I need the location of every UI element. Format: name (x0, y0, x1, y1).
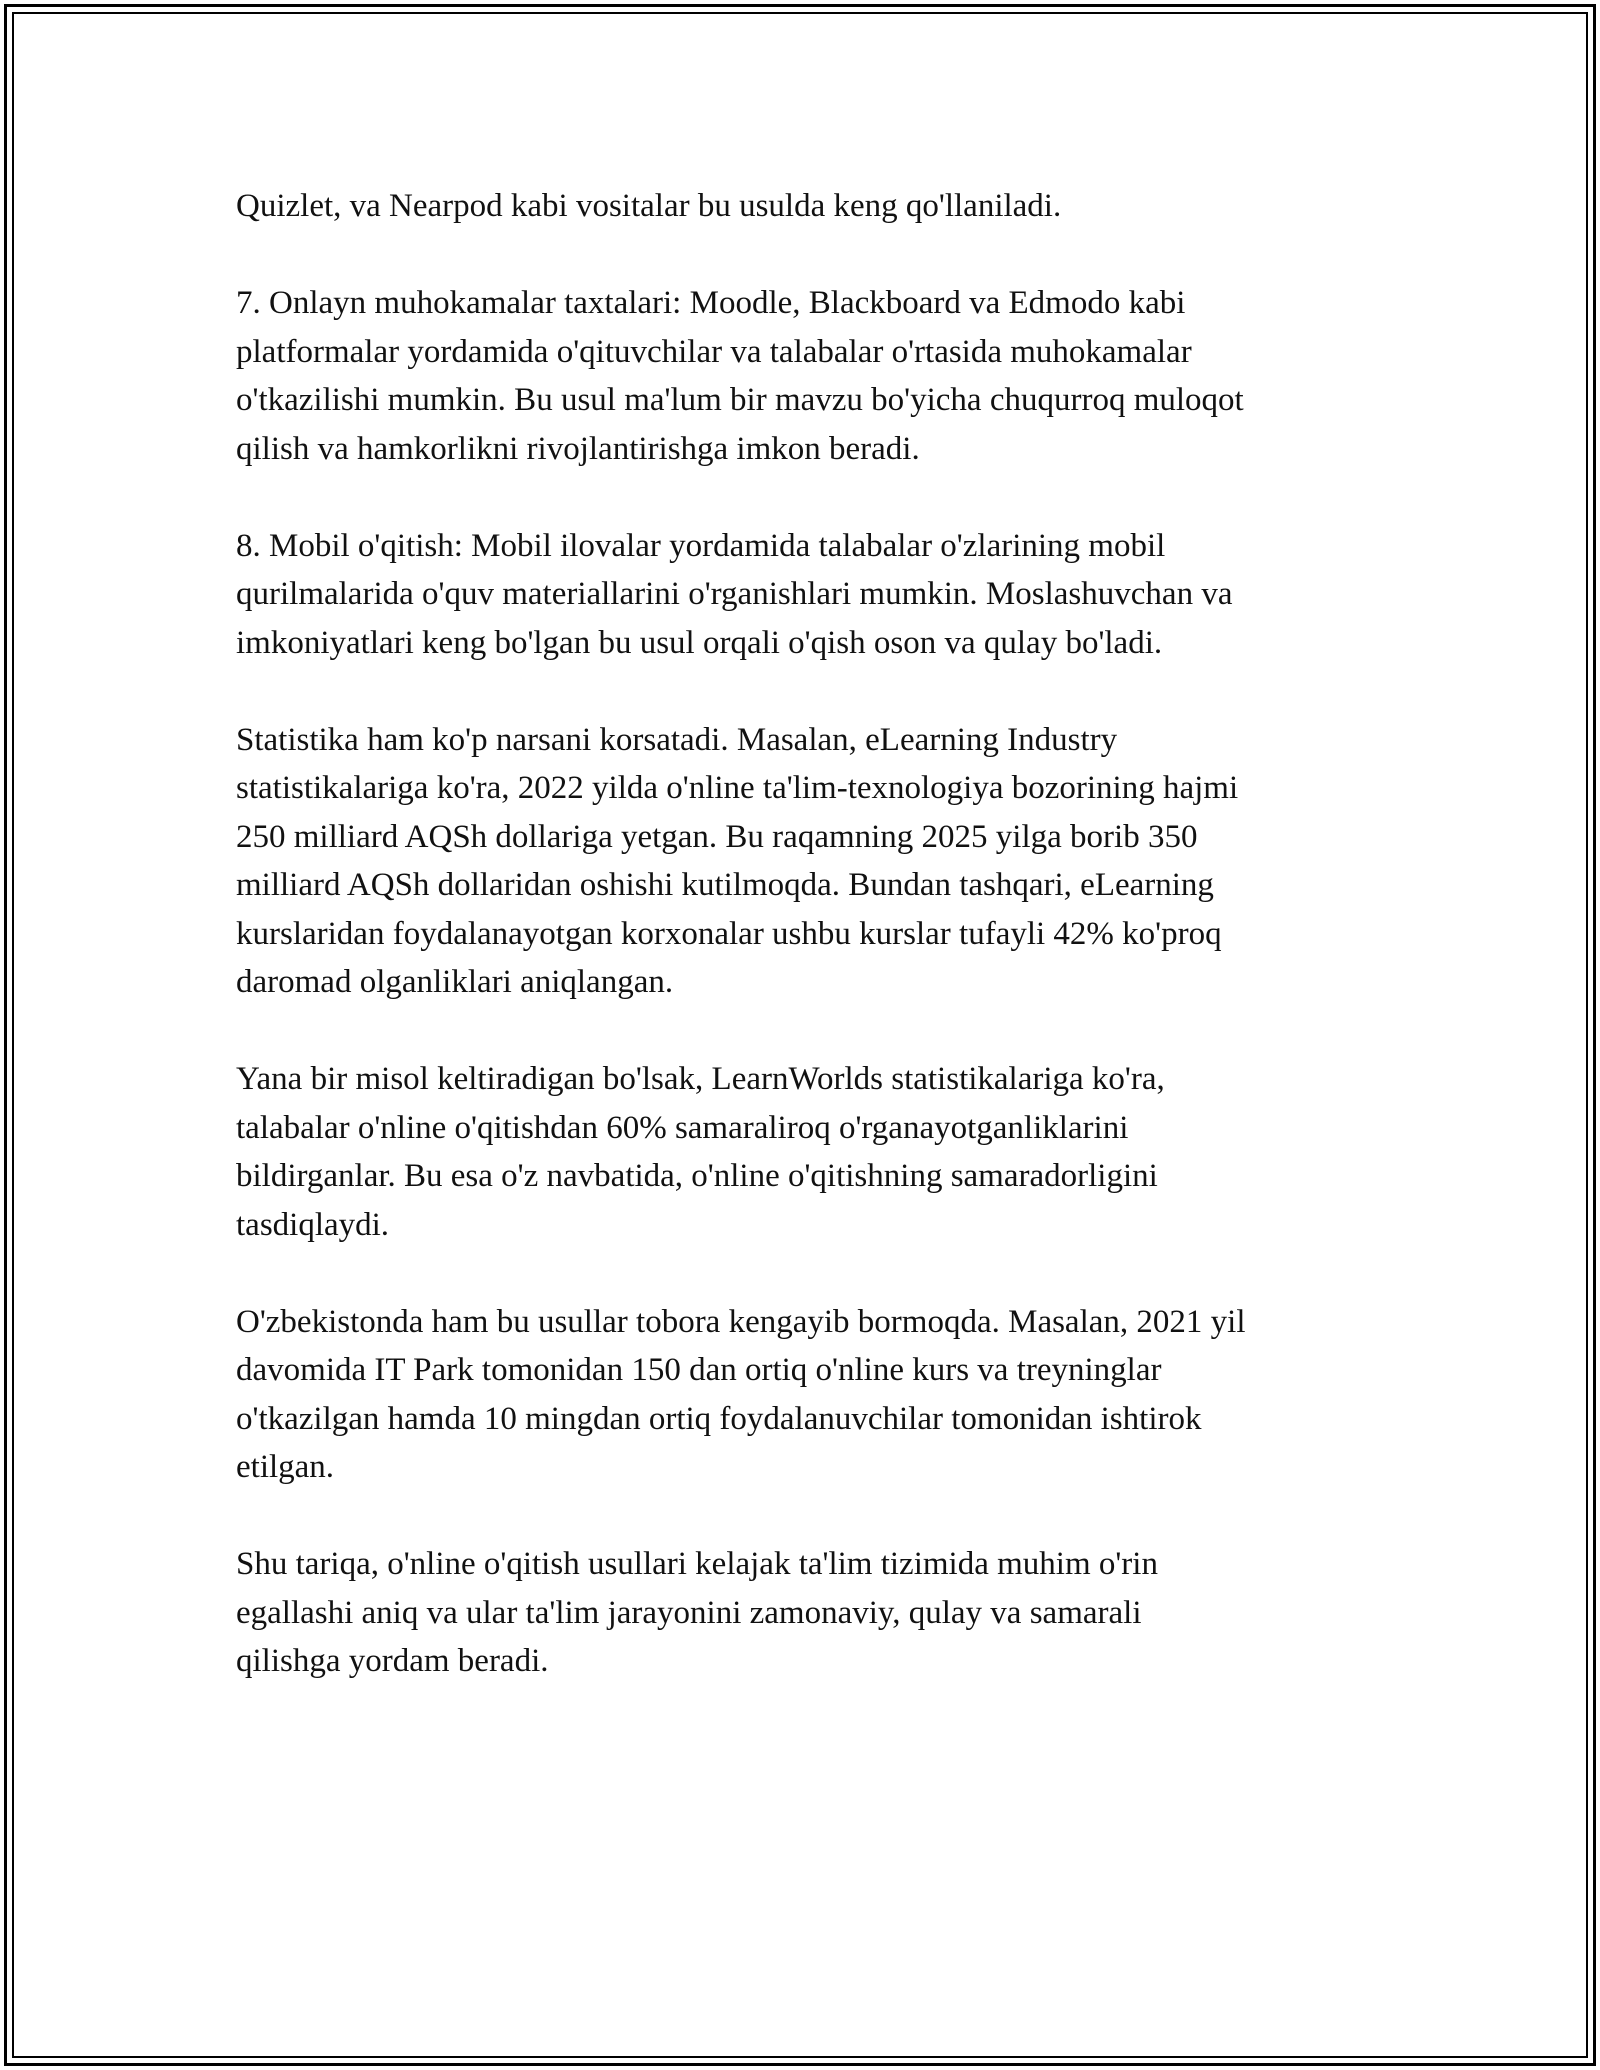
paragraph-statistics-learnworlds: Yana bir misol keltiradigan bo'lsak, LearnWorlds statistikalariga ko'ra, talabalar o'nline o'qitishdan 60% samaraliroq o'rganayotganliklarini bildirganlar. Bu esa o'z navbatida, o'nline o'qitishning samaradorligini tasdiqlaydi. (236, 1061, 1165, 1243)
document-body (236, 182, 1366, 1734)
paragraph-tools-continuation: Quizlet, va Nearpod kabi vositalar bu usulda keng qo'llaniladi. (236, 188, 1062, 224)
paragraph-online-discussion-boards: 7. Onlayn muhokamalar taxtalari: Moodle, Blackboard va Edmodo kabi platformalar yordamida o'qituvchilar va talabalar o'rtasida muhokamalar o'tkazilishi mumkin. Bu usul ma'lum bir mavzu bo'yicha chuqurroq muloqot qilish va hamkorlikni rivojlantirishga imkon beradi. (236, 285, 1244, 467)
paragraph-mobile-learning: 8. Mobil o'qitish: Mobil ilovalar yordamida talabalar o'zlarining mobil qurilmalarida o'quv materiallarini o'rganishlari mumkin. Moslashuvchan va imkoniyatlari keng bo'lgan bu usul orqali o'qish oson va qulay bo'ladi. (236, 527, 1233, 661)
paragraph-statistics-elearning-industry: Statistika ham ko'p narsani korsatadi. Masalan, eLearning Industry statistikalariga ko'ra, 2022 yilda o'nline ta'lim-texnologiya bozorining hajmi 250 milliard AQSh dollariga yetgan. Bu raqamning 2025 yilga borib 350 milliard AQSh dollaridan oshishi kutilmoqda. Bundan tashqari, eLearning kurslaridan foydalanayotgan korxonalar ushbu kurslar tufayli 42% ko'proq daromad olganliklari aniqlangan. (236, 721, 1239, 1000)
paragraph-uzbekistan-it-park: O'zbekistonda ham bu usullar tobora kengayib bormoqda. Masalan, 2021 yil davomida IT Park tomonidan 150 dan ortiq o'nline kurs va treyninglar o'tkazilgan hamda 10 mingdan ortiq foydalanuvchilar tomonidan ishtirok etilgan. (236, 1303, 1246, 1485)
paragraph-conclusion: Shu tariqa, o'nline o'qitish usullari kelajak ta'lim tizimida muhim o'rin egallashi aniq va ular ta'lim jarayonini zamonaviy, qulay va samarali qilishga yordam beradi. (236, 1546, 1158, 1679)
